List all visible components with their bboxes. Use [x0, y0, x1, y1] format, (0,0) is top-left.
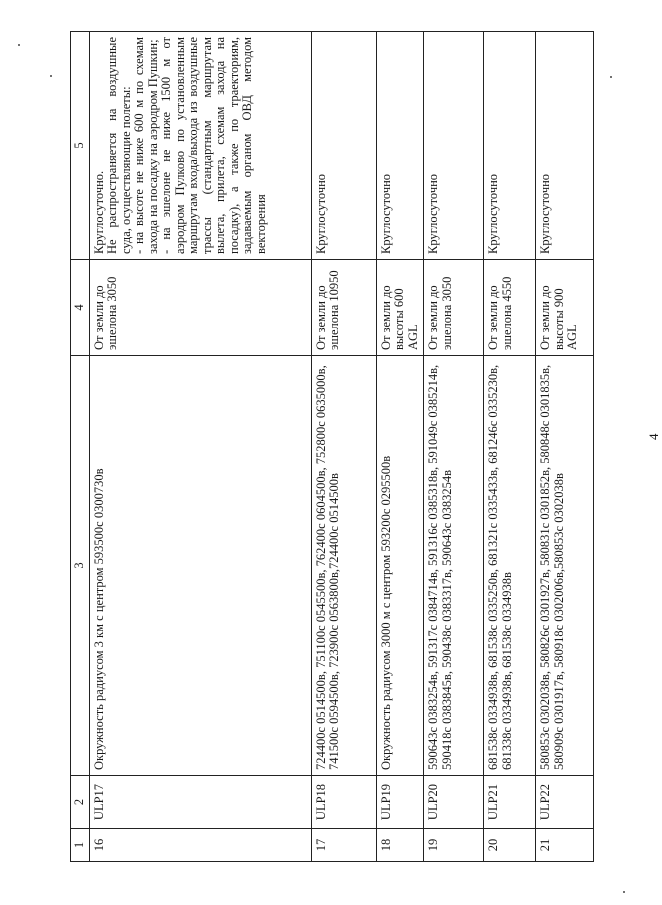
column-header: 3: [71, 356, 90, 776]
zone-code: ULP20: [424, 776, 484, 829]
zone-boundaries: 724400с 0514500в, 751100с 0545500в, 762400с 0604500в, 752800с 0635000в, 741500с 0594500в, 723900с 0563800в,724400с 0514500в: [311, 356, 376, 776]
remark-line: - на высоте не ниже 600 м по схемам захода на посадку на аэродром Пушкин;: [132, 37, 160, 254]
table-row: [484, 32, 536, 862]
zone-boundaries: Окружность радиусом 3 км с центром 593500с 0300730в: [89, 356, 311, 776]
row-number: 19: [424, 829, 484, 862]
zone-boundaries: 681538с 0334938в, 681538с 0335250в, 681321с 0335433в, 681246с 0335230в, 681338с 0334938в, 681538с 0334938в: [484, 356, 536, 776]
zone-remarks: Круглосуточно: [424, 32, 484, 260]
zone-limits: От земли до эшелона 4550: [484, 260, 536, 356]
zone-limits: От земли до высоты 900 AGL: [536, 260, 594, 356]
row-number: 17: [311, 829, 376, 862]
zone-remarks: Круглосуточно: [484, 32, 536, 260]
zone-code: ULP21: [484, 776, 536, 829]
table-header-row: [71, 32, 90, 862]
column-header: 1: [71, 829, 90, 862]
page-number: 4: [646, 433, 661, 440]
remark-line: Круглосуточно.: [91, 170, 106, 254]
row-number: 16: [89, 829, 311, 862]
zone-boundaries: 580853с 0302038в, 580826с 0301927в, 580831с 0301852в, 580848с 0301835в, 580909с 0301917в, 580918с 0302006в,580853с 0302038в: [536, 356, 594, 776]
zone-limits: От земли до эшелона 10950: [311, 260, 376, 356]
zone-code: ULP22: [536, 776, 594, 829]
zone-code: ULP17: [89, 776, 311, 829]
row-number: 18: [376, 829, 424, 862]
table-row: [311, 32, 376, 862]
column-header: 2: [71, 776, 90, 829]
scan-speck: [50, 75, 52, 77]
table-row: [89, 32, 311, 862]
remark-line: - на эшелоне не ниже 1500 м от аэродром Пулково по установленным маршрутам входа/выхода из воздушные трассы (стандартным маршрутам вылета, прилета, схемам захода на посадку), а также по траекториям, задаваемым органом ОВД методом векторения: [159, 37, 268, 254]
zone-limits: От земли до эшелона 3050: [424, 260, 484, 356]
rotated-table-container: [70, 32, 608, 862]
zone-boundaries: Окружность радиусом 3000 м с центром 593200с 0295500в: [376, 356, 424, 776]
scan-speck: [18, 44, 20, 46]
column-header: 4: [71, 260, 90, 356]
zone-remarks: Круглосуточно: [536, 32, 594, 260]
column-header: 5: [71, 32, 90, 260]
table-row: [536, 32, 594, 862]
zone-code: ULP19: [376, 776, 424, 829]
remark-line: Не распространяется на воздушные суда, осуществляющие полеты:: [105, 37, 133, 254]
row-number: 21: [536, 829, 594, 862]
zone-limits: От земли до эшелона 3050: [89, 260, 311, 356]
scan-speck: [623, 891, 625, 893]
table-row: [424, 32, 484, 862]
airspace-table: [70, 31, 594, 862]
zone-code: ULP18: [311, 776, 376, 829]
zone-remarks: Круглосуточно: [376, 32, 424, 260]
table-row: [376, 32, 424, 862]
zone-limits: От земли до высоты 600 AGL: [376, 260, 424, 356]
zone-boundaries: 590643с 0383254в, 591317с 0384714в, 591316с 0385318в, 591049с 0385214в, 590418с 0383845в, 590438с 0383317в, 590643с 0383254в: [424, 356, 484, 776]
row-number: 20: [484, 829, 536, 862]
scan-speck: [610, 76, 612, 78]
zone-remarks: [89, 32, 311, 260]
zone-remarks: Круглосуточно: [311, 32, 376, 260]
